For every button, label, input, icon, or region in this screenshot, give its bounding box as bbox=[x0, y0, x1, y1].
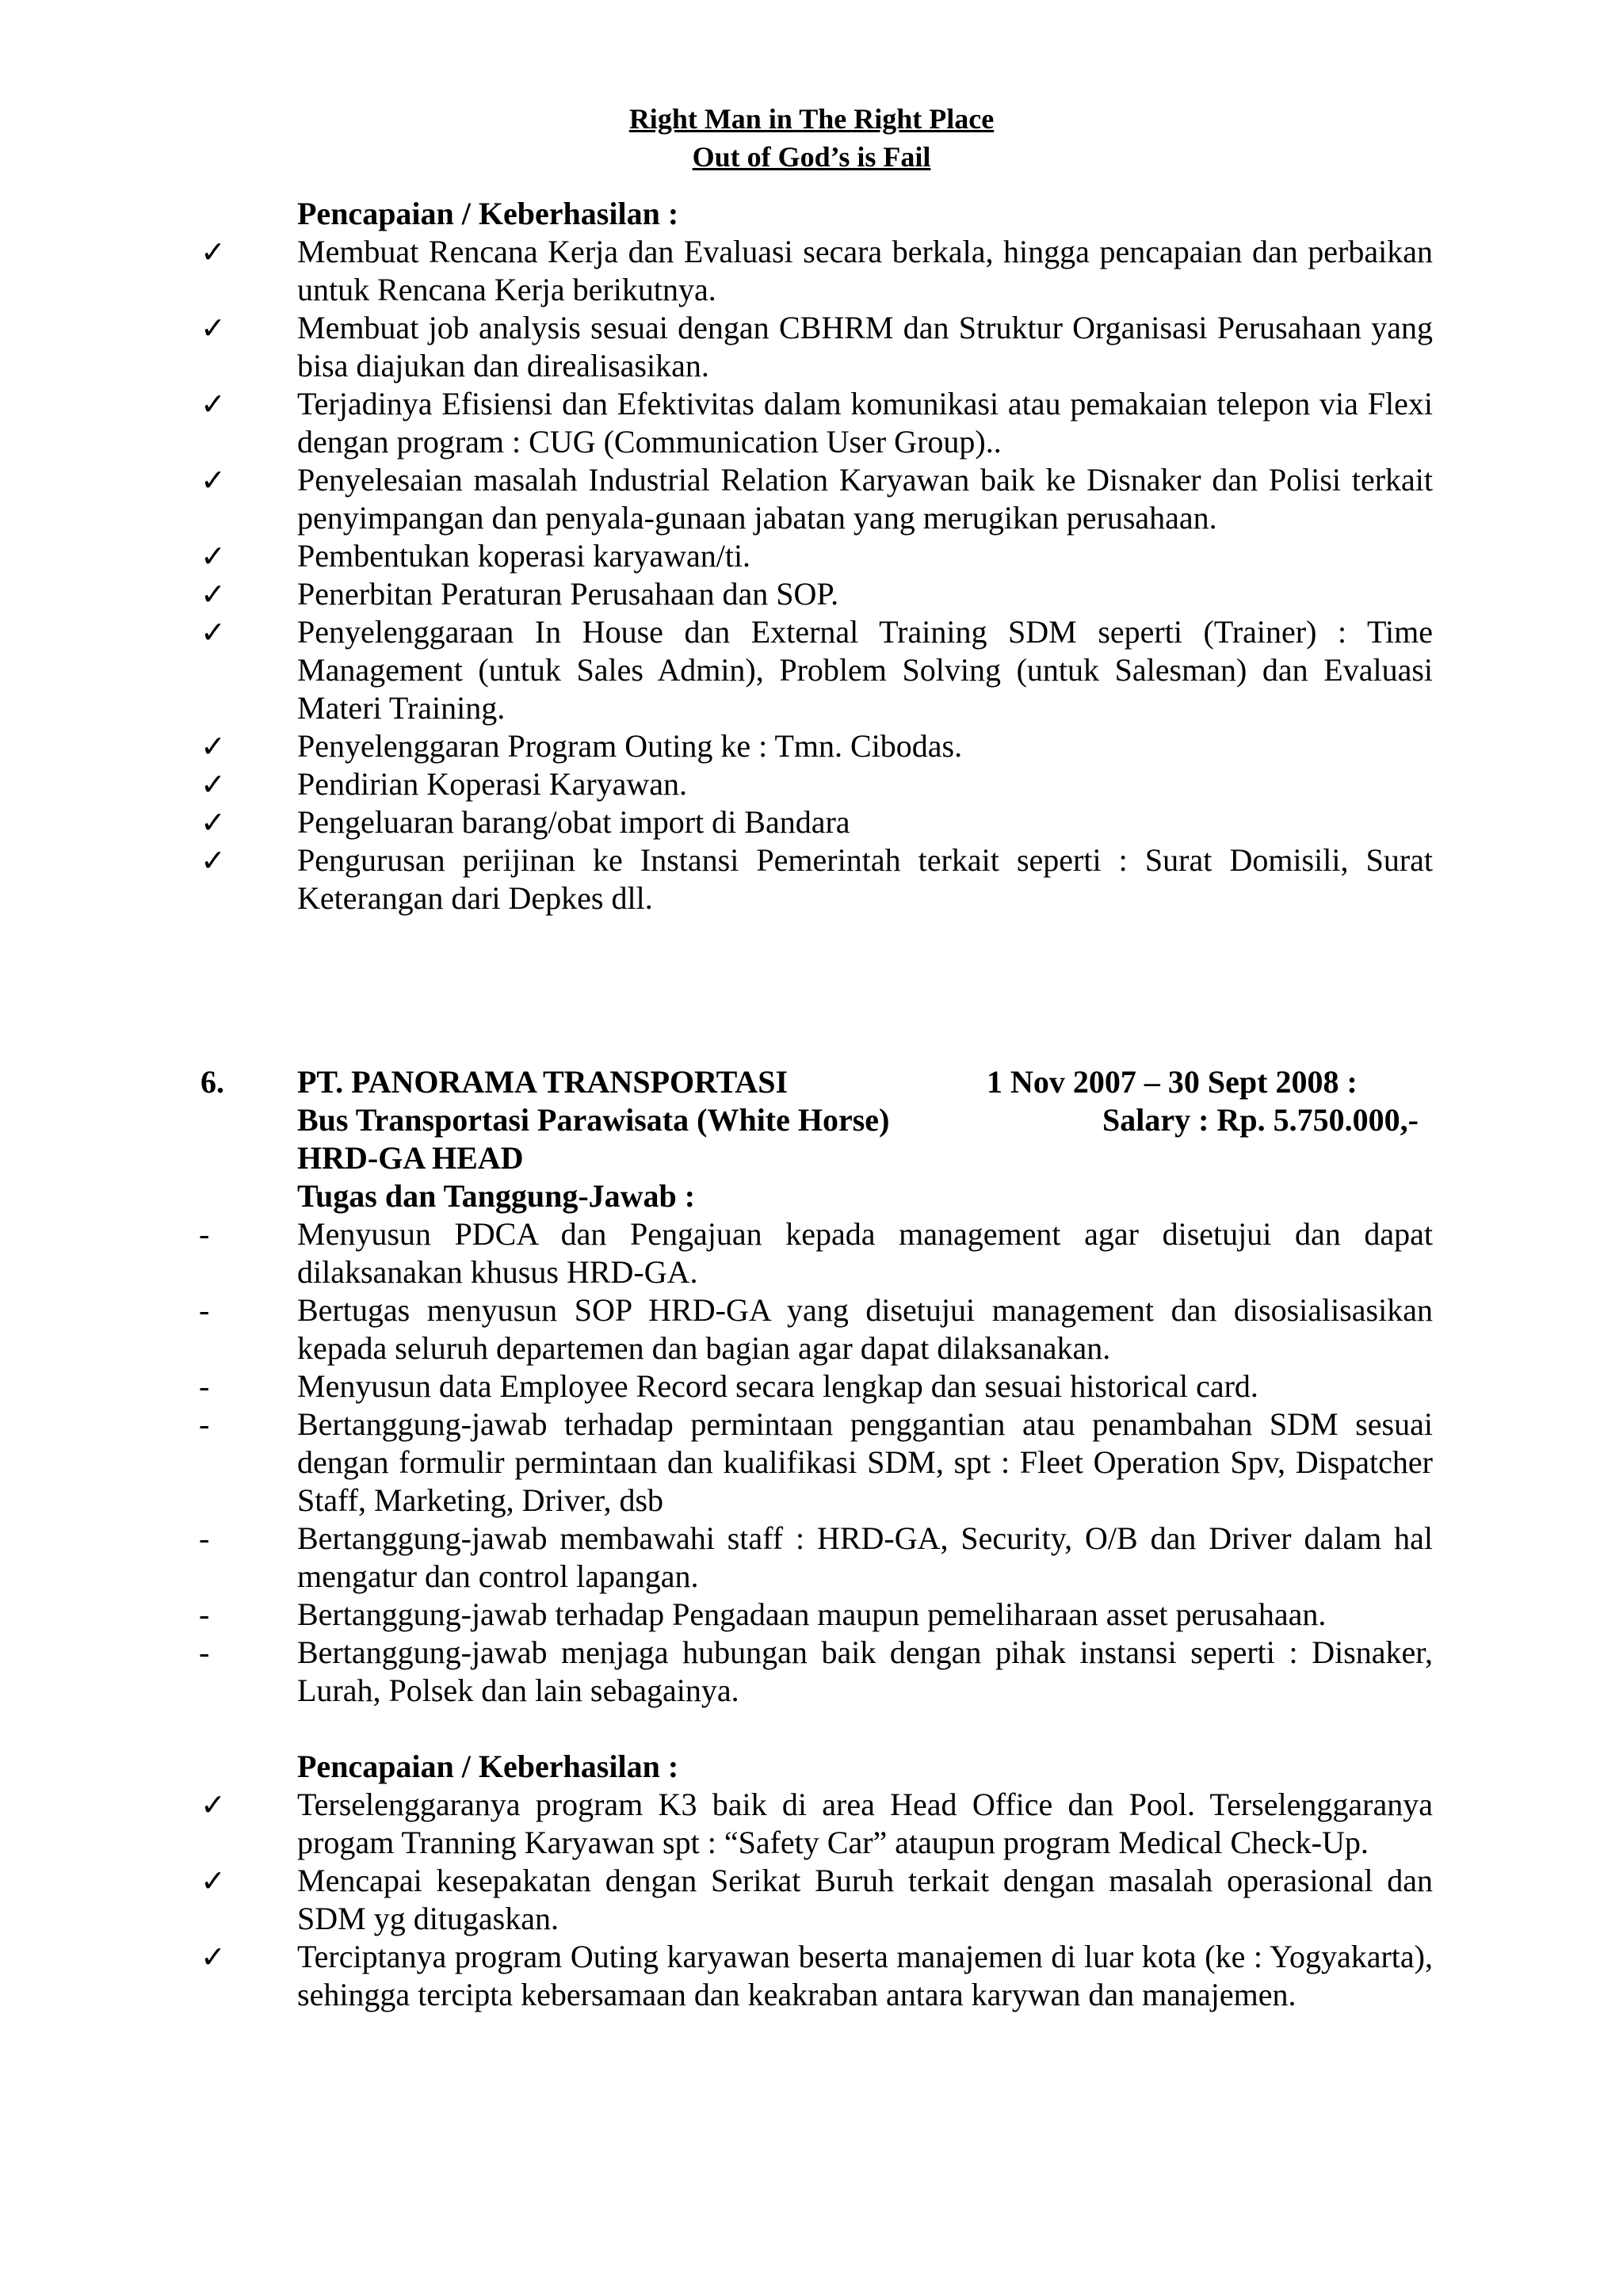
list-item-text: Penyelesaian masalah Industrial Relation Karyawan baik ke Disnaker dan Polisi terkait penyimpangan dan penyala-gunaan jabatan yang merugikan perusahaan. bbox=[297, 462, 1433, 536]
checkmark-icon: ✓ bbox=[200, 805, 226, 840]
checkmark-icon: ✓ bbox=[200, 843, 226, 878]
dash-bullet: - bbox=[199, 1368, 210, 1404]
list-item bbox=[0, 537, 1623, 575]
list-item bbox=[0, 309, 1623, 385]
company-name: PT. PANORAMA TRANSPORTASI bbox=[297, 1064, 789, 1100]
dash-bullet: - bbox=[199, 1406, 210, 1442]
position-title: HRD-GA HEAD bbox=[297, 1140, 524, 1176]
list-item-text: Bertanggung-jawab menjaga hubungan baik dengan pihak instansi seperti : Disnaker, Lurah, Polsek dan lain sebagainya. bbox=[297, 1634, 1433, 1708]
spacer bbox=[0, 1710, 1623, 1748]
document-header bbox=[0, 100, 1623, 176]
list-item bbox=[0, 575, 1623, 613]
list-item-text: Pendirian Koperasi Karyawan. bbox=[297, 766, 688, 802]
list-item-text: Pengeluaran barang/obat import di Bandara bbox=[297, 804, 850, 840]
list-item bbox=[0, 1862, 1623, 1938]
list-item bbox=[0, 233, 1623, 309]
list-item bbox=[0, 1215, 1623, 1291]
list-item bbox=[0, 727, 1623, 765]
list-item-text: Penyelenggaran Program Outing ke : Tmn. Cibodas. bbox=[297, 728, 963, 764]
list-item bbox=[0, 841, 1623, 917]
list-item bbox=[0, 385, 1623, 461]
list-item bbox=[0, 1291, 1623, 1367]
dash-bullet: - bbox=[199, 1292, 210, 1328]
header-line-2: Out of God’s is Fail bbox=[692, 141, 931, 173]
dash-bullet: - bbox=[199, 1520, 210, 1556]
dash-bullet: - bbox=[199, 1634, 210, 1670]
job-section-6 bbox=[0, 1063, 1623, 2014]
duties-heading: Tugas dan Tanggung-Jawab : bbox=[297, 1178, 696, 1214]
list-item bbox=[0, 1520, 1623, 1596]
header-line-1: Right Man in The Right Place bbox=[628, 103, 995, 135]
list-item bbox=[0, 803, 1623, 841]
job-business-row bbox=[0, 1101, 1623, 1139]
achievements-section-1 bbox=[0, 195, 1623, 917]
checkmark-icon: ✓ bbox=[200, 387, 226, 421]
job-title-row bbox=[0, 1063, 1623, 1101]
list-item bbox=[0, 613, 1623, 727]
list-item-text: Penyelenggaraan In House dan External Training SDM seperti (Trainer) : Time Management (untuk Sales Admin), Problem Solving (untuk Salesman) dan Evaluasi Materi Training. bbox=[297, 614, 1433, 726]
list-item bbox=[0, 765, 1623, 803]
dash-bullet: - bbox=[199, 1216, 210, 1252]
checkmark-icon: ✓ bbox=[200, 767, 226, 802]
list-item-text: Membuat Rencana Kerja dan Evaluasi secara berkala, hingga pencapaian dan perbaikan untuk Rencana Kerja berikutnya. bbox=[297, 234, 1433, 307]
list-item-text: Membuat job analysis sesuai dengan CBHRM dan Struktur Organisasi Perusahaan yang bisa diajukan dan direalisasikan. bbox=[297, 310, 1433, 383]
job-number: 6. bbox=[200, 1064, 224, 1100]
checkmark-icon: ✓ bbox=[200, 539, 226, 574]
checkmark-icon: ✓ bbox=[200, 463, 226, 498]
list-item-text: Terselenggaranya program K3 baik di area Head Office dan Pool. Terselenggaranya progam Tranning Karyawan spt : “Safety Car” ataupun program Medical Check-Up. bbox=[297, 1787, 1433, 1860]
achievements-heading-2: Pencapaian / Keberhasilan : bbox=[297, 1749, 679, 1784]
list-item-text: Bertanggung-jawab terhadap permintaan penggantian atau penambahan SDM sesuai dengan formulir permintaan dan kualifikasi SDM, spt : Fleet Operation Spv, Dispatcher Staff, Marketing, Driver, dsb bbox=[297, 1406, 1433, 1518]
list-item-text: Bertanggung-jawab terhadap Pengadaan maupun pemeliharaan asset perusahaan. bbox=[297, 1596, 1327, 1632]
checkmark-icon: ✓ bbox=[200, 235, 226, 269]
list-item bbox=[0, 1786, 1623, 1862]
job-position-row bbox=[0, 1139, 1623, 1177]
checkmark-icon: ✓ bbox=[200, 1939, 226, 1974]
employment-period: 1 Nov 2007 – 30 Sept 2008 : bbox=[987, 1064, 1358, 1100]
list-item bbox=[0, 1596, 1623, 1634]
list-item-text: Pembentukan koperasi karyawan/ti. bbox=[297, 538, 751, 574]
list-item-text: Menyusun PDCA dan Pengajuan kepada management agar disetujui dan dapat dilaksanakan khusus HRD-GA. bbox=[297, 1216, 1433, 1290]
list-item bbox=[0, 1367, 1623, 1405]
checkmark-icon: ✓ bbox=[200, 1787, 226, 1822]
checkmark-icon: ✓ bbox=[200, 311, 226, 345]
list-item bbox=[0, 1938, 1623, 2014]
salary: Salary : Rp. 5.750.000,- bbox=[1102, 1102, 1419, 1138]
list-item-text: Mencapai kesepakatan dengan Serikat Buruh terkait dengan masalah operasional dan SDM yg ditugaskan. bbox=[297, 1863, 1433, 1936]
list-item-text: Penerbitan Peraturan Perusahaan dan SOP. bbox=[297, 576, 839, 612]
list-item-text: Terciptanya program Outing karyawan beserta manajemen di luar kota (ke : Yogyakarta), sehingga tercipta kebersamaan dan keakraban antara karywan dan manajemen. bbox=[297, 1939, 1433, 2012]
business-type: Bus Transportasi Parawisata (White Horse) bbox=[297, 1102, 890, 1138]
list-item bbox=[0, 461, 1623, 537]
checkmark-icon: ✓ bbox=[200, 615, 226, 650]
list-item-text: Bertanggung-jawab membawahi staff : HRD-GA, Security, O/B dan Driver dalam hal mengatur dan control lapangan. bbox=[297, 1520, 1433, 1594]
dash-bullet: - bbox=[199, 1596, 210, 1632]
checkmark-icon: ✓ bbox=[200, 729, 226, 764]
list-item-text: Menyusun data Employee Record secara lengkap dan sesuai historical card. bbox=[297, 1368, 1258, 1404]
list-item-text: Bertugas menyusun SOP HRD-GA yang disetujui management dan disosialisasikan kepada seluruh departemen dan bagian agar dapat dilaksanakan. bbox=[297, 1292, 1433, 1366]
list-item bbox=[0, 1634, 1623, 1710]
list-item bbox=[0, 1405, 1623, 1520]
checkmark-icon: ✓ bbox=[200, 577, 226, 612]
checkmark-icon: ✓ bbox=[200, 1863, 226, 1898]
list-item-text: Terjadinya Efisiensi dan Efektivitas dalam komunikasi atau pemakaian telepon via Flexi dengan program : CUG (Communication User Group).. bbox=[297, 386, 1433, 460]
list-item-text: Pengurusan perijinan ke Instansi Pemerintah terkait seperti : Surat Domisili, Surat Keterangan dari Depkes dll. bbox=[297, 842, 1433, 916]
achievements-heading-1: Pencapaian / Keberhasilan : bbox=[297, 196, 679, 231]
